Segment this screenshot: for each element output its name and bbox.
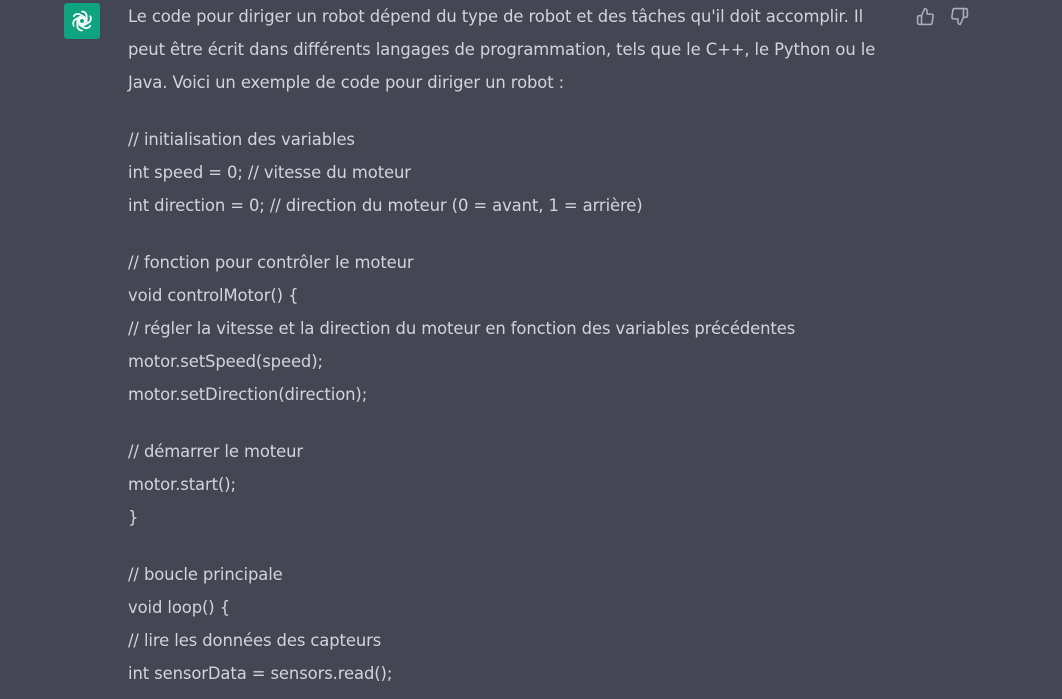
code-line: // démarrer le moteur <box>128 442 303 461</box>
code-block <box>128 123 903 222</box>
code-line: motor.setSpeed(speed); <box>128 352 323 371</box>
code-block <box>128 558 903 690</box>
code-line: // lire les données des capteurs <box>128 631 382 650</box>
code-line: // fonction pour contrôler le moteur <box>128 253 414 272</box>
code-line: motor.setDirection(direction); <box>128 385 368 404</box>
code-block <box>128 435 903 534</box>
code-line: motor.start(); <box>128 475 236 494</box>
assistant-avatar <box>64 3 100 39</box>
code-block <box>128 246 903 411</box>
like-button[interactable] <box>914 5 936 27</box>
feedback-buttons <box>914 5 970 27</box>
code-line: void controlMotor() { <box>128 286 299 305</box>
thumbs-down-icon <box>950 7 969 26</box>
code-line: } <box>128 508 139 527</box>
message-intro: Le code pour diriger un robot dépend du type de robot et des tâches qu'il doit accomplir. Il peut être écrit dans différents langages de programmation, tels que le C++, le Python ou le Java. Voici un exemple de code pour diriger un robot : <box>128 7 876 92</box>
code-line: int speed = 0; // vitesse du moteur <box>128 163 411 182</box>
assistant-message <box>128 0 903 690</box>
code-line: // boucle principale <box>128 565 283 584</box>
code-line: // régler la vitesse et la direction du moteur en fonction des variables précédentes <box>128 319 796 338</box>
openai-logo-icon <box>69 8 95 34</box>
code-line: void loop() { <box>128 598 231 617</box>
dislike-button[interactable] <box>948 5 970 27</box>
code-line: int direction = 0; // direction du moteur (0 = avant, 1 = arrière) <box>128 196 643 215</box>
thumbs-up-icon <box>916 7 935 26</box>
code-line: // initialisation des variables <box>128 130 355 149</box>
code-line: int sensorData = sensors.read(); <box>128 664 393 683</box>
